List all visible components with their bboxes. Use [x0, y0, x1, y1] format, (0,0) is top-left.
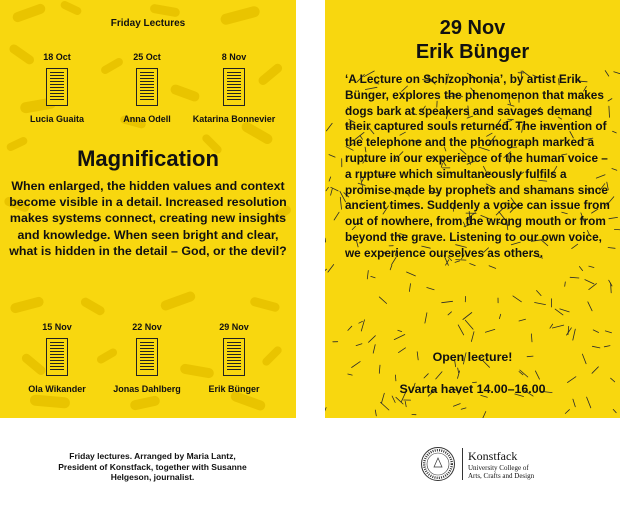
hatch-stroke: [325, 269, 327, 275]
hatch-stroke: [398, 330, 402, 331]
hatch-stroke: [326, 187, 328, 190]
hatch-stroke: [340, 197, 341, 209]
hatch-stroke: [367, 271, 368, 279]
hatch-stroke: [394, 335, 405, 340]
hatch-stroke: [613, 131, 617, 133]
lecture-date: 25 Oct: [133, 52, 161, 62]
poster-heading: Magnification: [77, 146, 219, 171]
hatch-stroke: [405, 401, 406, 406]
hatch-stroke: [453, 404, 460, 407]
document-icon: [46, 338, 68, 376]
hatch-stroke: [325, 408, 326, 414]
poster-body: When enlarged, the hidden values and context become visible in a detail. Increased resolution makes systems connect, creating new insights and knowledge. When seen bright and clear, what is hidden in the detail – God, or the devil?: [9, 179, 287, 258]
lecture-date: 29 Nov: [219, 322, 249, 332]
hatch-stroke: [395, 375, 396, 381]
lecture-description: ‘A Lecture on Schizophonia’, by artist Erik Bünger, explores the phenomenon that makes dogs bark at speakers and savages demand their captured souls returned. The invention of the telephone and the phonograph marked a rupture in our experience of the human voice – a rupture which simultaneously fulfils a promise made by prophets and shamans since ancient times. Suddenly a voice can issue from out of nowhere, from the wrong mouth or from beyond the grave. Listening to our own voice, we experience ourselves as others.: [345, 72, 610, 260]
hatch-stroke: [593, 330, 598, 333]
hatch-stroke: [471, 332, 474, 342]
series-title: Friday Lectures: [110, 18, 186, 29]
lecture-item: [12, 52, 102, 124]
lecture-speaker: Erik Bünger: [208, 384, 260, 394]
hatch-stroke: [331, 189, 333, 196]
logo-subtitle-line: University College of: [468, 464, 529, 472]
lecture-date: 15 Nov: [42, 322, 72, 332]
lecture-speaker: Katarina Bonnevier: [192, 114, 276, 124]
hatch-stroke: [369, 336, 376, 343]
logo-subtitle-line: Arts, Crafts and Design: [468, 472, 535, 480]
lecture-date: 8 Nov: [221, 52, 247, 62]
hatch-stroke: [535, 303, 546, 305]
logo-divider: [462, 448, 463, 480]
hatch-stroke: [560, 309, 569, 312]
speaker-heading: Erik Bünger: [415, 41, 530, 63]
hatch-stroke: [381, 402, 389, 410]
venue-time: Svarta havet 14.00–16.00: [399, 382, 546, 396]
konstfack-logo: [420, 446, 580, 482]
hatch-stroke: [485, 329, 494, 332]
hatch-stroke: [409, 284, 410, 292]
hatch-stroke: [537, 291, 542, 296]
hatch-stroke: [535, 371, 539, 379]
lecture-date-heading: 29 Nov: [439, 17, 506, 39]
hatch-stroke: [425, 313, 427, 323]
hatch-stroke: [407, 272, 416, 276]
hatch-stroke: [570, 277, 579, 278]
hatch-stroke: [326, 123, 332, 131]
lecture-speaker: Ola Wikander: [28, 384, 86, 394]
hatch-stroke: [592, 346, 600, 348]
hatch-stroke: [348, 326, 352, 330]
hatch-stroke: [555, 309, 563, 315]
lecture-item: [189, 52, 279, 124]
lecture-item: [102, 52, 192, 124]
hatch-stroke: [565, 410, 569, 414]
lecture-speaker: Jonas Dahlberg: [113, 384, 181, 394]
hatch-stroke: [585, 280, 594, 284]
hatch-stroke: [392, 396, 395, 403]
hatch-stroke: [589, 284, 597, 290]
konstfack-seal-icon: [420, 446, 456, 482]
document-icon: [223, 338, 245, 376]
hatch-stroke: [356, 344, 362, 346]
lecture-date: 22 Nov: [132, 322, 162, 332]
hatch-stroke: [329, 177, 331, 181]
hatch-stroke: [589, 266, 594, 267]
hatch-stroke: [513, 296, 522, 302]
magnification-poster: [0, 0, 296, 418]
hatch-stroke: [587, 397, 591, 408]
hatch-stroke: [489, 266, 496, 269]
hatch-stroke: [461, 408, 466, 409]
open-lecture-note: Open lecture!: [432, 350, 513, 364]
hatch-stroke: [573, 399, 575, 407]
hatch-stroke: [588, 302, 592, 311]
hatch-stroke: [348, 374, 352, 375]
hatch-stroke: [359, 321, 363, 323]
hatch-stroke: [465, 320, 473, 329]
hatch-stroke: [573, 329, 576, 340]
hatch-stroke: [371, 276, 375, 277]
hatch-stroke: [614, 72, 620, 75]
hatch-stroke: [436, 372, 442, 379]
document-icon: [136, 68, 158, 106]
hatch-stroke: [499, 314, 500, 318]
lecture-speaker: Lucia Guaita: [29, 114, 84, 124]
lecture-item: [12, 322, 102, 394]
hatch-stroke: [427, 288, 434, 290]
hatch-stroke: [448, 312, 452, 315]
hatch-stroke: [334, 212, 339, 220]
hatch-stroke: [463, 313, 472, 320]
hatch-stroke: [552, 325, 563, 328]
hatch-stroke: [567, 328, 572, 335]
lecture-detail-poster: [325, 0, 620, 418]
hatch-stroke: [379, 365, 380, 373]
hatch-stroke: [565, 282, 566, 286]
document-icon: [46, 68, 68, 106]
hatch-stroke: [325, 238, 326, 242]
document-icon: [136, 338, 158, 376]
hatch-stroke: [328, 265, 334, 273]
hatch-stroke: [470, 264, 476, 266]
hatch-stroke: [390, 265, 392, 270]
lecture-item: [189, 322, 279, 394]
hatch-stroke: [592, 367, 598, 374]
hatch-stroke: [442, 301, 453, 302]
hatch-stroke: [379, 297, 386, 304]
hatch-stroke: [329, 155, 335, 158]
lecture-speaker: Anna Odell: [123, 114, 171, 124]
hatch-stroke: [605, 331, 611, 333]
hatch-stroke: [604, 346, 610, 347]
logo-name: Konstfack: [468, 449, 518, 463]
hatch-stroke: [550, 324, 553, 328]
hatch-stroke: [519, 319, 526, 321]
document-icon: [223, 68, 245, 106]
hatch-stroke: [613, 409, 616, 412]
hatch-stroke: [531, 334, 532, 342]
hatch-stroke: [481, 412, 485, 419]
hatch-stroke: [458, 325, 464, 335]
hatch-stroke: [375, 410, 376, 416]
logo-subtitle: [468, 464, 534, 480]
hatch-stroke: [424, 374, 428, 378]
lecture-item: [102, 322, 192, 394]
hatch-stroke: [614, 229, 620, 230]
lecture-date: 18 Oct: [43, 52, 71, 62]
hatch-stroke: [458, 368, 459, 373]
hatch-stroke: [579, 267, 582, 271]
credits-text: Friday lectures. Arranged by Maria Lantz, President of Konstfack, together with Susanne Helgeson, journalist.: [58, 451, 247, 482]
